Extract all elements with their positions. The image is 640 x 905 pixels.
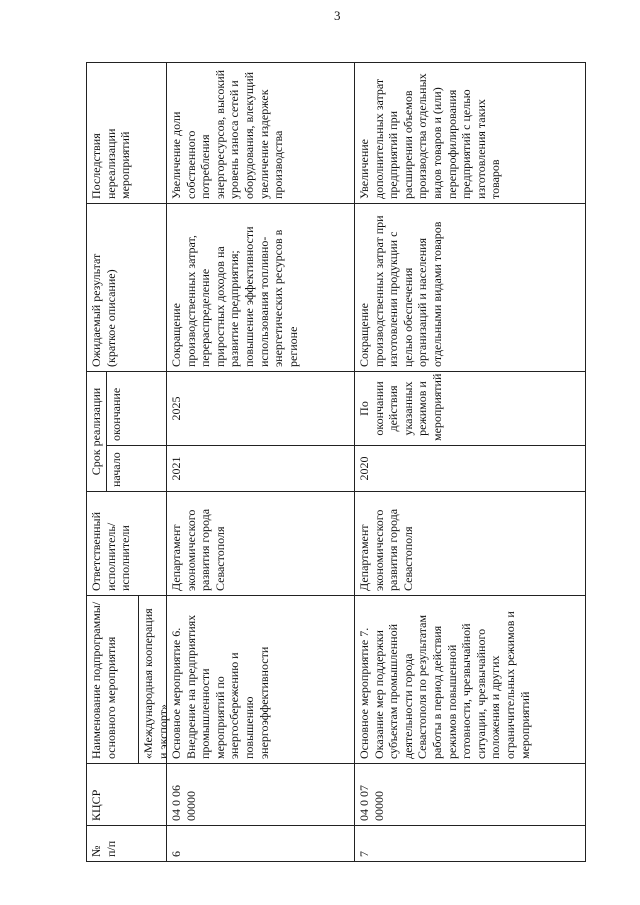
header-kcsr: КЦСР — [86, 764, 166, 826]
header-executor: Ответственный исполнитель/ исполнители — [86, 492, 166, 596]
row7-name: Основное мероприятие 7. Оказание мер поддержки субъектам промышленной деятельности города Севастополя по результатам работы в период действия режимов повышенной готовности, чрезвычайной ситуации, чрезвычайного положения и других ограничительных режимов и мероприятий — [354, 596, 586, 764]
row7-start: 2020 — [354, 446, 586, 492]
row6-end: 2025 — [166, 372, 354, 446]
row6-result: Сокращение производственных затрат, перераспределение приростных доходов на развитие предприятия; повышение эффективности использования топливно-энергетических ресурсов в регионе — [166, 204, 354, 372]
row7-end: По окончании действия указанных режимов и мероприятий — [354, 372, 586, 446]
row7-executor: Департамент экономического развития города Севастополя — [354, 492, 586, 596]
row6-kcsr: 04 0 06 00000 — [166, 764, 354, 826]
row7-consequences: Увеличение дополнительных затрат предприятий при расширении объемов производства отдельных видов товаров и (или) перепрофилирования предприятий с целью изготовления таких товаров — [354, 62, 586, 204]
row7-num: 7 — [354, 826, 586, 862]
row6-start: 2021 — [166, 446, 354, 492]
rotated-table-body — [86, 62, 586, 862]
row6-executor: Департамент экономического развития города Севастополя — [166, 492, 354, 596]
row7-result: Сокращение производственных затрат при изготовлении продукции с целью обеспечения организаций и населения отдельными видами товаров — [354, 204, 586, 372]
row6-name: Основное мероприятие 6. Внедрение на предприятиях промышленности мероприятий по энергосбережению и повышению энергоэффективности — [166, 596, 354, 764]
header-name: Наименование подпрограммы/ основного мероприятия — [86, 596, 138, 764]
row6-consequences: Увеличение доли собственного потребления энергоресурсов, высокий уровень износа сетей и оборудования, влекущий увеличение издержек производства — [166, 62, 354, 204]
header-end: окончание — [106, 372, 166, 446]
header-num: № п/п — [86, 826, 166, 862]
header-consequences: Последствия нереализации мероприятий — [86, 62, 166, 204]
subheader-text: «Международная кооперация и экспорт» — [138, 596, 166, 764]
header-term: Срок реализации — [86, 372, 106, 492]
page-number: 3 — [334, 8, 341, 23]
row6-num: 6 — [166, 826, 354, 862]
row7-kcsr: 04 0 07 00000 — [354, 764, 586, 826]
measures-table — [86, 62, 586, 862]
header-start: начало — [106, 446, 166, 492]
header-result: Ожидаемый результат (краткое описание) — [86, 204, 166, 372]
